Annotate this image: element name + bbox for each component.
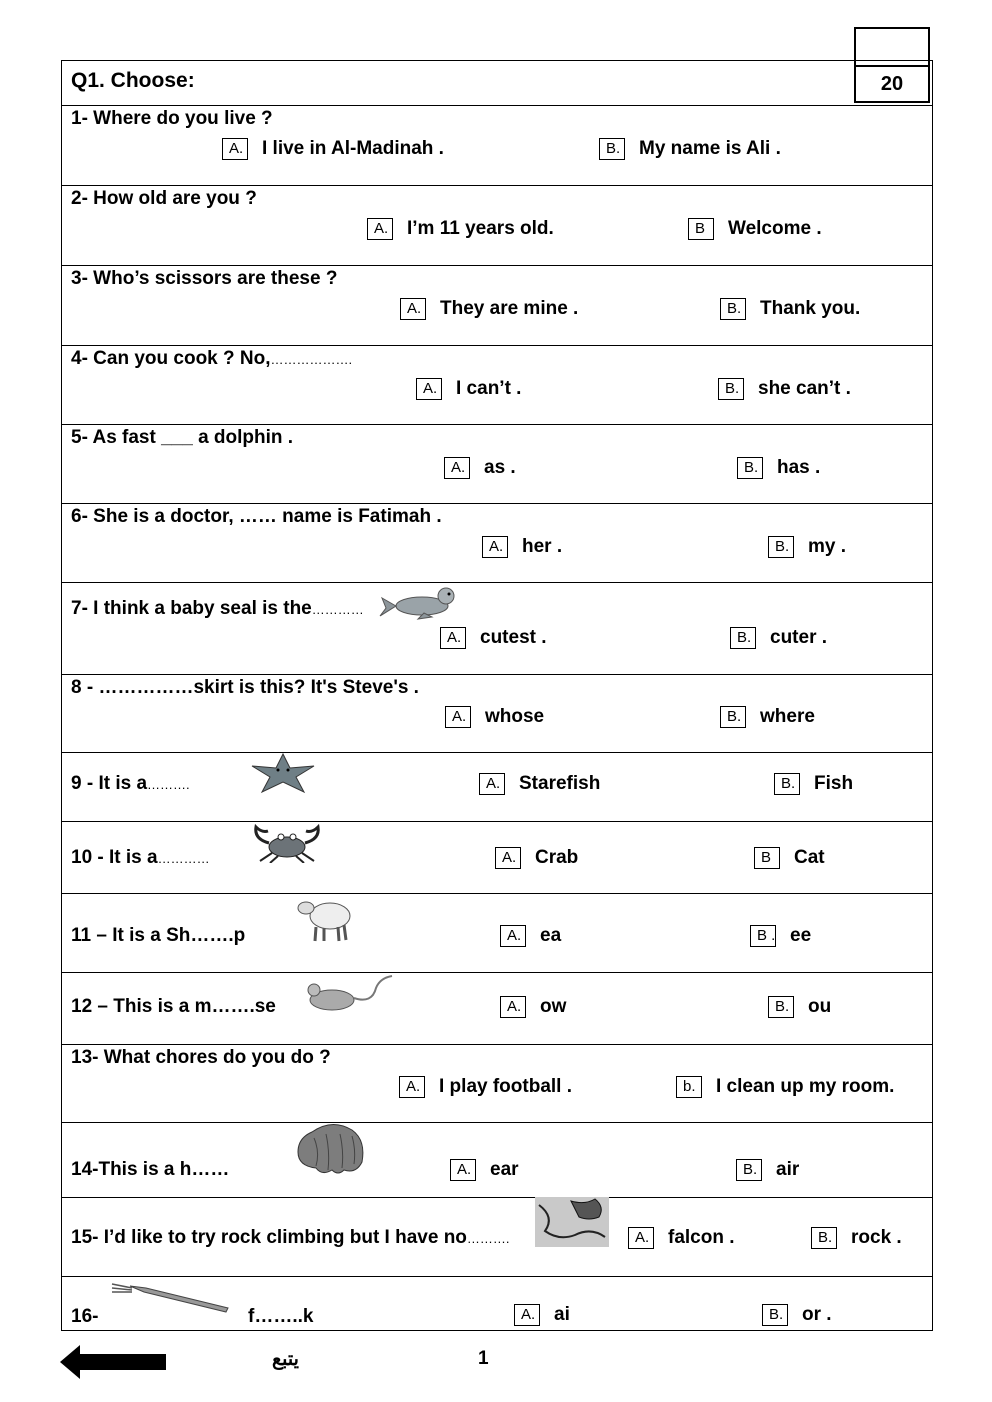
option-b[interactable] — [730, 627, 827, 649]
question-blank: ………………. — [270, 352, 353, 367]
question-row-2 — [62, 185, 932, 266]
question-row-3 — [62, 265, 932, 346]
option-box[interactable]: A. — [400, 298, 426, 320]
question-text — [71, 1227, 510, 1249]
option-b[interactable] — [676, 1076, 894, 1098]
option-text: where — [760, 706, 815, 727]
option-text: cuter . — [770, 627, 828, 648]
option-text: I’m 11 years old. — [407, 218, 554, 239]
option-box[interactable]: B. — [736, 1159, 762, 1181]
option-text: I clean up my room. — [716, 1076, 895, 1097]
question-text — [71, 847, 210, 869]
option-box[interactable]: B — [754, 847, 780, 869]
question-row-5 — [62, 424, 932, 504]
option-box[interactable]: B. — [737, 457, 763, 479]
option-text: I can’t . — [456, 378, 522, 399]
option-a[interactable] — [495, 847, 578, 869]
option-box[interactable]: A. — [416, 378, 442, 400]
question-row-13 — [62, 1044, 932, 1123]
question-row-4 — [62, 345, 932, 425]
question-words: 9 - It is a — [71, 773, 148, 794]
fork-icon — [110, 1276, 232, 1316]
option-text: ou — [808, 996, 832, 1017]
option-text: ear — [490, 1159, 519, 1180]
option-text: falcon . — [668, 1227, 735, 1248]
question-text: 6- She is a doctor, …… name is Fatimah . — [71, 506, 442, 527]
question-text: 14-This is a h…… — [71, 1159, 230, 1180]
hair-icon — [292, 1122, 374, 1178]
option-b[interactable] — [768, 996, 831, 1018]
question-sheet — [61, 60, 933, 1331]
option-a[interactable] — [444, 457, 516, 479]
question-row-7 — [62, 582, 932, 675]
option-a[interactable] — [416, 378, 521, 400]
question-row-14 — [62, 1122, 932, 1198]
option-a[interactable] — [450, 1159, 519, 1181]
question-blank: ………… — [311, 602, 364, 617]
question-text: 12 – This is a m…….se — [71, 996, 276, 1017]
question-text: 2- How old are you ? — [71, 188, 257, 209]
option-box[interactable]: A. — [367, 218, 393, 240]
question-text: 1- Where do you live ? — [71, 108, 273, 129]
option-a[interactable] — [400, 298, 578, 320]
arrow-left-icon[interactable] — [60, 1345, 166, 1379]
option-text: I live in Al-Madinah . — [262, 138, 444, 159]
option-box[interactable]: b. — [676, 1076, 702, 1098]
mouse-icon — [302, 974, 394, 1014]
option-b[interactable] — [774, 773, 853, 795]
option-a[interactable] — [479, 773, 600, 795]
question-row-8 — [62, 674, 932, 753]
option-a[interactable] — [500, 996, 566, 1018]
question-text — [71, 598, 364, 620]
option-b[interactable] — [736, 1159, 799, 1181]
question-row-1 — [62, 105, 932, 186]
option-box[interactable]: A. — [479, 773, 505, 795]
question-words: 15- I’d like to try rock climbing but I have no — [71, 1227, 467, 1248]
option-b[interactable] — [718, 378, 851, 400]
crab-icon — [248, 823, 326, 863]
option-text: she can’t . — [758, 378, 851, 399]
question-word: f……..k — [248, 1306, 314, 1327]
option-box[interactable]: B. — [768, 536, 794, 558]
option-text: Cat — [794, 847, 825, 868]
option-text: ee — [790, 925, 812, 946]
option-box[interactable]: B. — [720, 298, 746, 320]
question-words: 10 - It is a — [71, 847, 158, 868]
question-text — [71, 348, 352, 370]
option-text: I play football . — [439, 1076, 573, 1097]
option-box[interactable]: A. — [399, 1076, 425, 1098]
option-b[interactable] — [768, 536, 846, 558]
option-text: Thank you. — [760, 298, 861, 319]
option-text: as . — [484, 457, 516, 478]
option-text: Fish — [814, 773, 854, 794]
option-b[interactable] — [720, 706, 815, 728]
option-box[interactable]: B. — [768, 996, 794, 1018]
heading-row — [62, 61, 932, 106]
sheep-icon — [294, 894, 354, 944]
option-box[interactable]: A. — [445, 706, 471, 728]
question-blank: ………. — [147, 777, 190, 792]
option-text: her . — [522, 536, 563, 557]
total-score: 20 — [880, 73, 904, 95]
option-box[interactable]: B. — [720, 706, 746, 728]
option-text: ai — [554, 1304, 570, 1325]
option-a[interactable] — [399, 1076, 572, 1098]
option-a[interactable] — [628, 1227, 735, 1249]
option-b[interactable] — [720, 298, 860, 320]
option-text: air — [776, 1159, 800, 1180]
question-row-9 — [62, 752, 932, 822]
option-box[interactable]: B. — [774, 773, 800, 795]
option-text: or . — [802, 1304, 832, 1325]
option-b[interactable] — [754, 847, 825, 869]
option-text: They are mine . — [440, 298, 579, 319]
option-box[interactable]: B. — [762, 1304, 788, 1326]
option-a[interactable] — [445, 706, 544, 728]
question-row-16 — [62, 1276, 932, 1331]
option-box[interactable]: A. — [500, 996, 526, 1018]
question-row-10 — [62, 821, 932, 894]
option-text: Crab — [535, 847, 579, 868]
question-text: 16- — [71, 1306, 99, 1327]
starfish-icon — [248, 752, 318, 794]
option-text: cutest . — [480, 627, 547, 648]
seal-icon — [378, 582, 460, 620]
option-b[interactable] — [762, 1304, 832, 1326]
option-a[interactable] — [500, 925, 561, 947]
option-text: rock . — [851, 1227, 902, 1248]
option-box[interactable]: A. — [482, 536, 508, 558]
question-text — [71, 773, 190, 795]
option-box[interactable]: B . — [750, 925, 776, 947]
option-box[interactable]: A. — [440, 627, 466, 649]
option-b[interactable] — [737, 457, 820, 479]
option-box[interactable]: A. — [514, 1304, 540, 1326]
question-row-12 — [62, 972, 932, 1045]
option-text: has . — [777, 457, 821, 478]
option-box[interactable]: B. — [811, 1227, 837, 1249]
question-words: 4- Can you cook ? No, — [71, 348, 271, 369]
rope-icon — [535, 1197, 609, 1247]
option-text: My name is Ali . — [639, 138, 781, 159]
option-box[interactable]: A. — [222, 138, 248, 160]
question-text: 11 – It is a Sh…….p — [71, 925, 246, 946]
question-words: 7- I think a baby seal is the — [71, 598, 312, 619]
follow-label: يتبع — [272, 1349, 299, 1370]
option-b[interactable] — [688, 218, 822, 240]
option-a[interactable] — [482, 536, 562, 558]
page-number: 1 — [478, 1348, 489, 1369]
question-blank: ………… — [157, 851, 210, 866]
question-text: 13- What chores do you do ? — [71, 1047, 331, 1068]
option-b[interactable] — [750, 925, 811, 947]
option-text: ow — [540, 996, 567, 1017]
option-box[interactable]: A. — [500, 925, 526, 947]
option-b[interactable] — [811, 1227, 902, 1249]
option-box[interactable]: B — [688, 218, 714, 240]
option-b[interactable] — [599, 138, 781, 160]
option-a[interactable] — [222, 138, 444, 160]
option-box[interactable]: B. — [730, 627, 756, 649]
option-a[interactable] — [367, 218, 554, 240]
option-a[interactable] — [514, 1304, 570, 1326]
option-box[interactable]: B. — [599, 138, 625, 160]
option-text: ea — [540, 925, 562, 946]
question-text: 5- As fast ___ a dolphin . — [71, 427, 294, 448]
option-box[interactable]: B. — [718, 378, 744, 400]
option-a[interactable] — [440, 627, 547, 649]
option-text: Starefish — [519, 773, 601, 794]
option-box[interactable]: A. — [444, 457, 470, 479]
option-text: whose — [485, 706, 545, 727]
option-text: my . — [808, 536, 847, 557]
question-text: 3- Who’s scissors are these ? — [71, 268, 338, 289]
question-row-11 — [62, 893, 932, 973]
question-row-15 — [62, 1197, 932, 1277]
option-box[interactable]: A. — [450, 1159, 476, 1181]
question-text: 8 - ……………skirt is this? It's Steve's . — [71, 677, 419, 698]
option-box[interactable]: A. — [495, 847, 521, 869]
option-box[interactable]: A. — [628, 1227, 654, 1249]
option-text: Welcome . — [728, 218, 822, 239]
question-blank: ………. — [466, 1231, 510, 1246]
section-heading: Q1. Choose: — [71, 69, 195, 92]
question-row-6 — [62, 503, 932, 583]
